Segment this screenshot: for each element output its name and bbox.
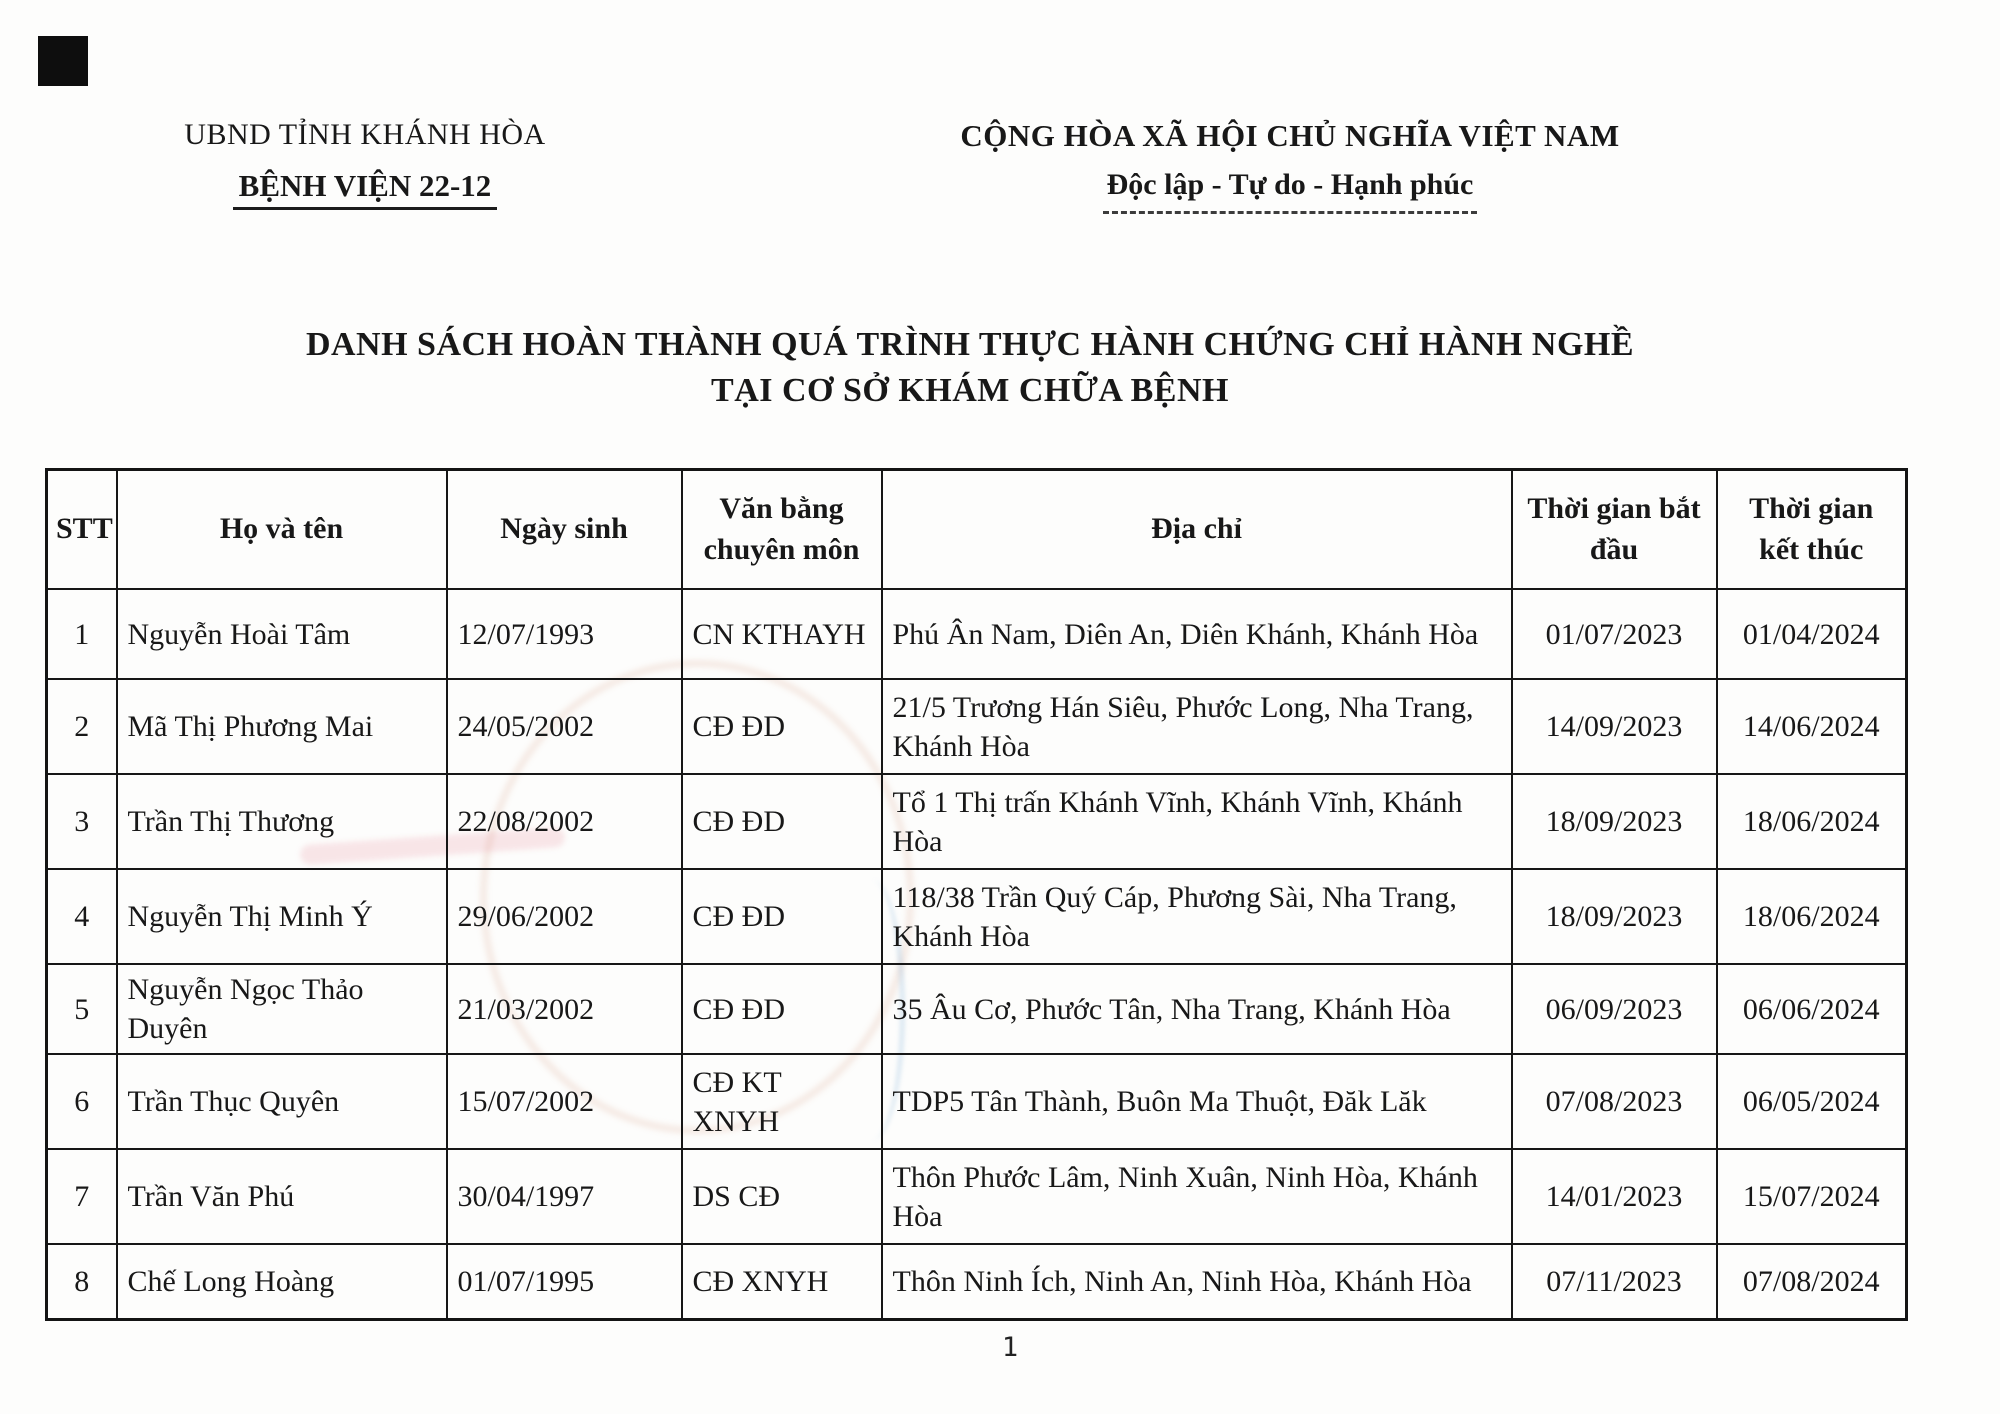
cell-stt: 3 (47, 774, 117, 869)
document-title (0, 322, 1940, 414)
table-row (47, 1244, 1907, 1319)
cell-name: Nguyễn Thị Minh Ý (117, 869, 447, 964)
cell-stt: 2 (47, 679, 117, 774)
cell-name: Trần Thục Quyên (117, 1054, 447, 1149)
table-row (47, 1054, 1907, 1149)
cell-stt: 4 (47, 869, 117, 964)
cell-dob: 21/03/2002 (447, 964, 682, 1054)
scan-corner-mark (38, 36, 88, 86)
agency-parent-name: UBND TỈNH KHÁNH HÒA (184, 118, 546, 151)
cell-end-date: 18/06/2024 (1717, 774, 1907, 869)
cell-start-date: 06/09/2023 (1512, 964, 1717, 1054)
cell-degree: CĐ ĐD (682, 774, 882, 869)
cell-degree: DS CĐ (682, 1149, 882, 1244)
col-header-end-date: Thời gian kết thúc (1717, 470, 1907, 590)
table-row (47, 964, 1907, 1054)
cell-stt: 6 (47, 1054, 117, 1149)
document-title-line2: TẠI CƠ SỞ KHÁM CHỮA BỆNH (711, 371, 1229, 409)
issuing-agency-block (115, 118, 615, 210)
cell-stt: 5 (47, 964, 117, 1054)
cell-degree: CĐ ĐD (682, 869, 882, 964)
cell-start-date: 18/09/2023 (1512, 869, 1717, 964)
table-header (47, 470, 1907, 590)
cell-name: Mã Thị Phương Mai (117, 679, 447, 774)
cell-address: 35 Âu Cơ, Phước Tân, Nha Trang, Khánh Hòa (882, 964, 1512, 1054)
cell-address: Tổ 1 Thị trấn Khánh Vĩnh, Khánh Vĩnh, Khánh Hòa (882, 774, 1512, 869)
cell-address: Thôn Ninh Ích, Ninh An, Ninh Hòa, Khánh Hòa (882, 1244, 1512, 1319)
cell-end-date: 06/05/2024 (1717, 1054, 1907, 1149)
cell-start-date: 07/11/2023 (1512, 1244, 1717, 1319)
table-row (47, 774, 1907, 869)
cell-name: Chế Long Hoàng (117, 1244, 447, 1319)
cell-dob: 30/04/1997 (447, 1149, 682, 1244)
cell-dob: 22/08/2002 (447, 774, 682, 869)
cell-dob: 15/07/2002 (447, 1054, 682, 1149)
cell-degree: CĐ ĐD (682, 679, 882, 774)
col-header-address: Địa chỉ (882, 470, 1512, 590)
cell-start-date: 07/08/2023 (1512, 1054, 1717, 1149)
cell-degree: CĐ XNYH (682, 1244, 882, 1319)
table-row (47, 1149, 1907, 1244)
cell-stt: 7 (47, 1149, 117, 1244)
col-header-start-date: Thời gian bắt đầu (1512, 470, 1717, 590)
cell-start-date: 01/07/2023 (1512, 589, 1717, 679)
cell-start-date: 14/09/2023 (1512, 679, 1717, 774)
table-row (47, 679, 1907, 774)
cell-dob: 01/07/1995 (447, 1244, 682, 1319)
national-motto-block (940, 118, 1640, 214)
cell-address: 21/5 Trương Hán Siêu, Phước Long, Nha Trang, Khánh Hòa (882, 679, 1512, 774)
page-number: 1 (1001, 1332, 1019, 1363)
table-body (47, 589, 1907, 1319)
cell-degree: CN KTHAYH (682, 589, 882, 679)
cell-stt: 8 (47, 1244, 117, 1319)
col-header-stt: STT (47, 470, 117, 590)
cell-name: Trần Thị Thương (117, 774, 447, 869)
cell-address: Phú Ân Nam, Diên An, Diên Khánh, Khánh Hòa (882, 589, 1512, 679)
cell-end-date: 14/06/2024 (1717, 679, 1907, 774)
cell-degree: CĐ KT XNYH (682, 1054, 882, 1149)
cell-address: TDP5 Tân Thành, Buôn Ma Thuột, Đăk Lăk (882, 1054, 1512, 1149)
cell-degree: CĐ ĐD (682, 964, 882, 1054)
national-motto: Độc lập - Tự do - Hạnh phúc (940, 168, 1640, 214)
cell-start-date: 14/01/2023 (1512, 1149, 1717, 1244)
document-title-line1: DANH SÁCH HOÀN THÀNH QUÁ TRÌNH THỰC HÀNH CHỨNG CHỈ HÀNH NGHỀ (305, 326, 1635, 363)
cell-name: Nguyễn Hoài Tâm (117, 589, 447, 679)
col-header-degree: Văn bằng chuyên môn (682, 470, 882, 590)
cell-end-date: 18/06/2024 (1717, 869, 1907, 964)
cell-dob: 12/07/1993 (447, 589, 682, 679)
col-header-name: Họ và tên (117, 470, 447, 590)
table-header-row (47, 470, 1907, 590)
cell-end-date: 15/07/2024 (1717, 1149, 1907, 1244)
cell-address: Thôn Phước Lâm, Ninh Xuân, Ninh Hòa, Khánh Hòa (882, 1149, 1512, 1244)
cell-stt: 1 (47, 589, 117, 679)
table-row (47, 589, 1907, 679)
cell-dob: 29/06/2002 (447, 869, 682, 964)
practice-completion-table (45, 468, 1908, 1321)
agency-name: BỆNH VIỆN 22-12 (115, 168, 615, 210)
cell-name: Trần Văn Phú (117, 1149, 447, 1244)
table-row (47, 869, 1907, 964)
col-header-dob: Ngày sinh (447, 470, 682, 590)
cell-end-date: 01/04/2024 (1717, 589, 1907, 679)
cell-end-date: 07/08/2024 (1717, 1244, 1907, 1319)
cell-start-date: 18/09/2023 (1512, 774, 1717, 869)
national-title: CỘNG HÒA XÃ HỘI CHỦ NGHĨA VIỆT NAM (960, 118, 1620, 153)
cell-name: Nguyễn Ngọc Thảo Duyên (117, 964, 447, 1054)
cell-address: 118/38 Trần Quý Cáp, Phương Sài, Nha Trang, Khánh Hòa (882, 869, 1512, 964)
cell-end-date: 06/06/2024 (1717, 964, 1907, 1054)
cell-dob: 24/05/2002 (447, 679, 682, 774)
